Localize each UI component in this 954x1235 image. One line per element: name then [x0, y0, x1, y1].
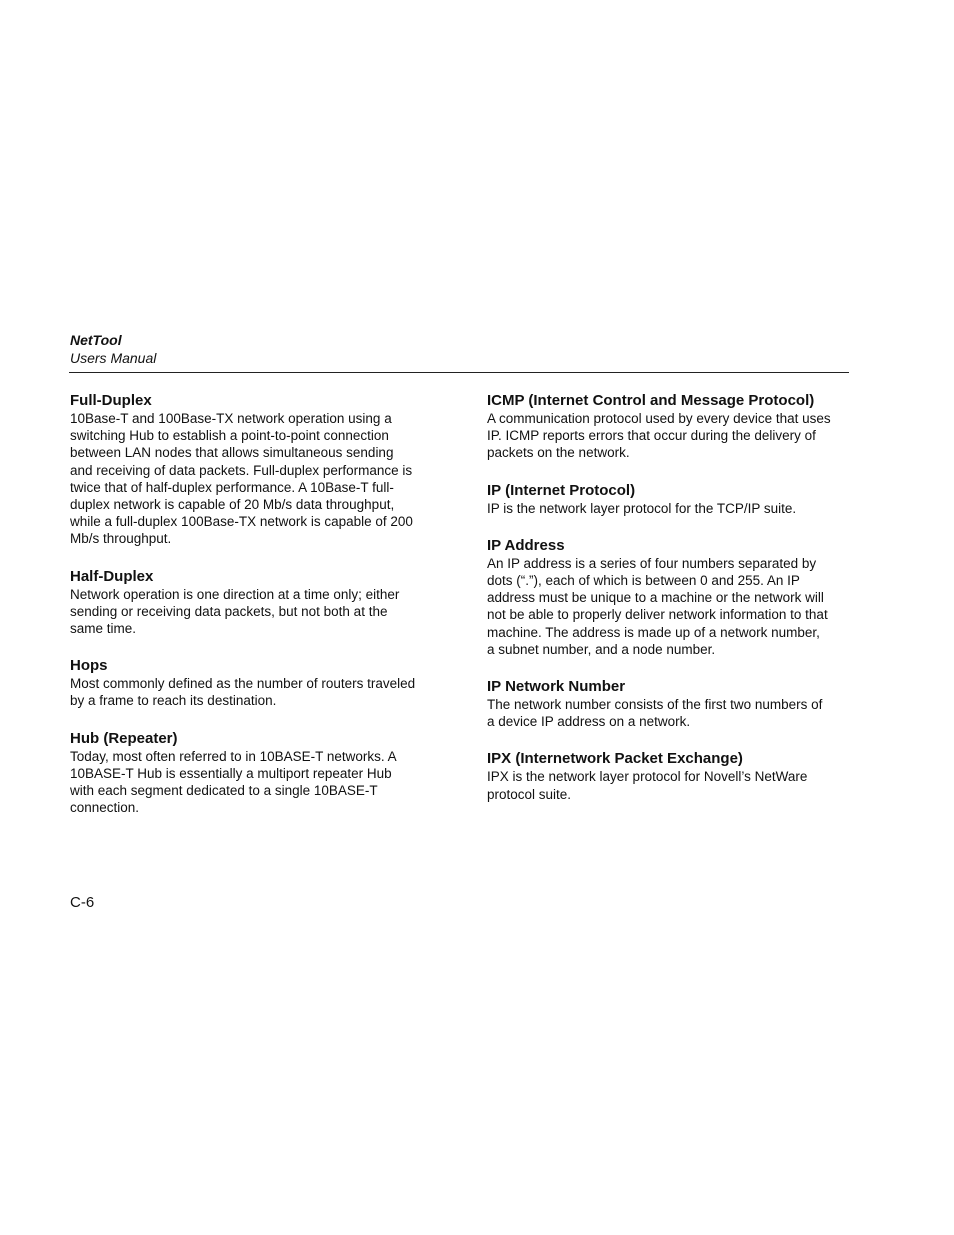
glossary-entry — [487, 391, 857, 462]
glossary-entry — [487, 536, 857, 658]
glossary-definition: Today, most often referred to in 10BASE-T networks. A 10BASE-T Hub is essentially a multiport repeater Hub with each segment dedicated to a single 10BASE-T connection. — [70, 748, 397, 816]
glossary-term: Hub (Repeater) — [70, 729, 178, 747]
header-divider — [69, 372, 849, 373]
glossary-term: Half-Duplex — [70, 567, 154, 585]
manual-title: Users Manual — [70, 350, 157, 366]
glossary-definition: IP is the network layer protocol for the TCP/IP suite. — [487, 500, 797, 516]
glossary-definition: Most commonly defined as the number of routers traveled by a frame to reach its destination. — [70, 676, 416, 709]
left-column — [70, 391, 440, 835]
right-column — [487, 391, 857, 822]
glossary-definition: IPX is the network layer protocol for Novell’s NetWare protocol suite. — [487, 769, 808, 802]
glossary-definition: An IP address is a series of four numbers separated by dots (“.”), each of which is between 0 and 255. An IP address must be unique to a machine or the network will not be able to properly deliver network information to that machine. The address is made up of a network number, a subnet number, and a node number. — [487, 555, 828, 657]
glossary-term: ICMP (Internet Control and Message Protocol) — [487, 392, 815, 409]
glossary-term: IP (Internet Protocol) — [487, 481, 636, 499]
glossary-entry — [70, 729, 440, 817]
glossary-entry — [487, 749, 857, 802]
glossary-term: Hops — [70, 657, 108, 675]
glossary-term: IPX (Internetwork Packet Exchange) — [487, 750, 743, 768]
glossary-definition: 10Base-T and 100Base-TX network operation using a switching Hub to establish a point-to-point connection between LAN nodes that allows simultaneous sending and receiving of data packets. Full-duplex performance is twice that of half-duplex performance. A 10Base-T full- duplex network is capable of 20 Mb/s data throughput, while a full-duplex 100Base-TX network is capable of 200 Mb/s throughput. — [70, 411, 413, 547]
glossary-entry — [487, 481, 857, 517]
running-header — [70, 331, 156, 367]
glossary-definition: A communication protocol used by every device that uses IP. ICMP reports errors that occur during the delivery of packets on the network. — [487, 411, 831, 461]
glossary-term: Full-Duplex — [70, 392, 152, 409]
glossary-definition: The network number consists of the first two numbers of a device IP address on a network. — [487, 697, 823, 730]
glossary-entry — [70, 391, 440, 548]
glossary-entry — [70, 656, 440, 709]
glossary-definition: Network operation is one direction at a time only; either sending or receiving data packets, but not both at the same time. — [70, 586, 400, 637]
page-number: C-6 — [70, 894, 95, 911]
glossary-entry — [487, 677, 857, 730]
glossary-entry — [70, 567, 440, 638]
product-name: NetTool — [70, 332, 122, 348]
glossary-term: IP Network Number — [487, 678, 626, 696]
glossary-term: IP Address — [487, 536, 565, 554]
